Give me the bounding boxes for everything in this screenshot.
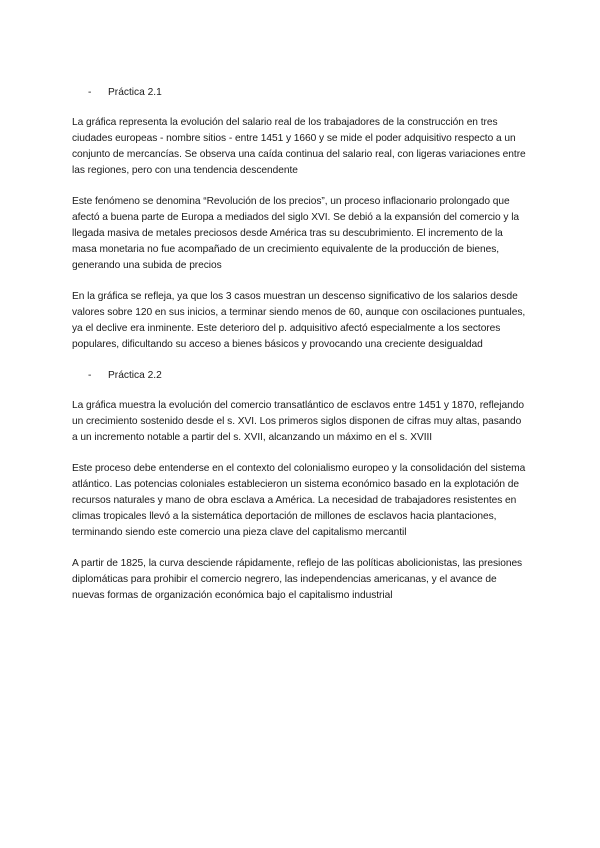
paragraph: Este fenómeno se denomina “Revolución de los precios”, un proceso inflacionario prolongado que afectó a buena parte de Europa a mediados del siglo XVI. Se debió a la expansión del comercio y la llegada masiva de metales preciosos desde América tras su descubrimiento. El incremento de la masa monetaria no fue acompañado de un crecimiento equivalente de la producción de bienes, generando una subida de precios xyxy=(72,196,520,271)
paragraph: Este proceso debe entenderse en el contexto del colonialismo europeo y la consolidación del sistema atlántico. Las potencias coloniales establecieron un sistema económico basado en la explotación de recursos naturales y mano de obra esclava a América. La necesidad de trabajadores resistentes en climas tropicales llevó a la sistemática deportación de millones de esclavos hacia plantaciones, terminando siendo este comercio una pieza clave del capitalismo mercantil xyxy=(72,463,526,538)
section-title: Práctica 2.1 xyxy=(108,87,162,98)
paragraph: La gráfica muestra la evolución del comercio transatlántico de esclavos entre 1451 y 1870, reflejando un crecimiento sostenido desde el s. XVI. Los primeros siglos disponen de cifras muy altas, pasando a un incremento notable a partir del s. XVII, alcanzando un máximo en el s. XVIII xyxy=(72,400,524,443)
list-bullet: - xyxy=(88,370,92,381)
document-body xyxy=(72,85,528,619)
section-heading-practica-2-1 xyxy=(72,85,528,100)
paragraph: La gráfica representa la evolución del salario real de los trabajadores de la construcción en tres ciudades europeas - nombre sitios - entre 1451 y 1660 y se mide el poder adquisitivo respecto a un conjunto de mercancías. Se observa una caída continua del salario real, con ligeras variaciones entre las regiones, pero con una tendencia descendente xyxy=(72,117,526,176)
list-bullet: - xyxy=(88,87,92,98)
paragraph: En la gráfica se refleja, ya que los 3 casos muestran un descenso significativo de los salarios desde valores sobre 120 en sus inicios, a terminar siendo menos de 60, aunque con oscilaciones puntuales, ya el declive era inminente. Este deterioro del p. adquisitivo afectó especialmente a los sectores populares, dificultando su acceso a bienes básicos y provocando una creciente desigualdad xyxy=(72,291,526,350)
section-title: Práctica 2.2 xyxy=(108,370,162,381)
section-heading-practica-2-2 xyxy=(72,368,528,383)
paragraph: A partir de 1825, la curva desciende rápidamente, reflejo de las políticas abolicionistas, las presiones diplomáticas para prohibir el comercio negrero, las independencias americanas, y el avance de nuevas formas de organización económica bajo el capitalismo industrial xyxy=(72,558,523,601)
